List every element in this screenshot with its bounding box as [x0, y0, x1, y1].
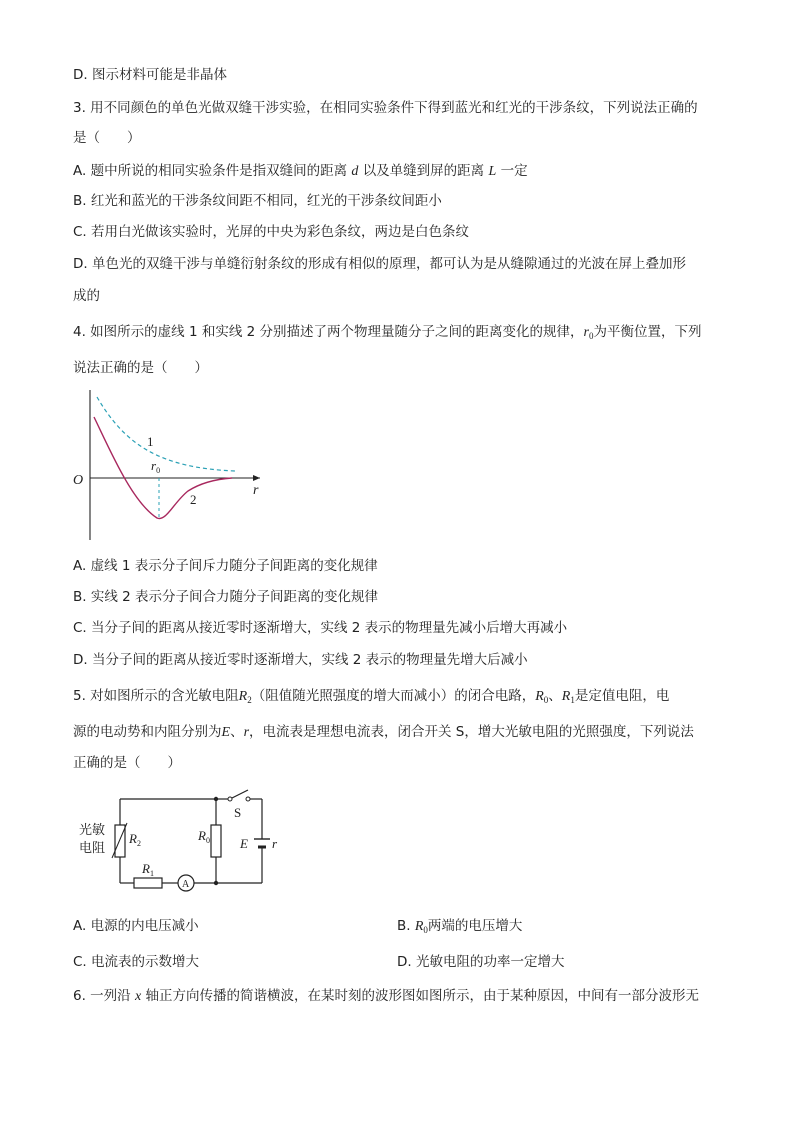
q5-option-c: C. 电流表的示数增大: [73, 954, 200, 970]
q4-stem-line-1: [73, 324, 701, 342]
junction-bottom: [214, 881, 218, 885]
q3-option-d-line-2: 成的: [73, 288, 100, 304]
q3-option-a-var-l: L: [488, 164, 497, 179]
r0-label: $r_0$: [151, 458, 161, 475]
q3-option-a-text-3: 一定: [500, 163, 528, 179]
photoresistor-label-line-2: 电阻: [79, 841, 106, 856]
q5-stem-text-3: 是定值电阻，电: [574, 688, 670, 704]
q5-stem-line-1: [73, 688, 669, 706]
q5-stem-line-3: 正确的是（ ）: [73, 755, 181, 771]
q4-stem-text-2: 为平衡位置，下列: [593, 324, 702, 340]
solid-curve-2: [94, 417, 232, 519]
q4-stem-text-1: 4. 如图所示的虚线 1 和实线 2 分别描述了两个物理量随分子之间的距离变化的规律，: [73, 324, 584, 340]
q5-stem-r0: $R_0$: [535, 689, 549, 705]
q5-stem-text-1: 5. 对如图所示的含光敏电阻: [73, 688, 239, 704]
curve-2-label: 2: [190, 492, 197, 507]
r2-label: $R_2$: [129, 831, 141, 848]
q2-option-d: D. 图示材料可能是非晶体: [73, 67, 227, 83]
q6-stem-line-1: [73, 988, 699, 1006]
curve-1-label: 1: [147, 434, 154, 449]
q5-stem-r1: $R_1$: [561, 689, 575, 705]
resistor-r0: [211, 825, 221, 857]
internal-resistance-label: r: [272, 836, 278, 851]
q5-stem-text-5: ，电流表是理想电流表，闭合开关 S，增大光敏电阻的光照强度，下列说法: [249, 724, 694, 740]
q6-stem-text-2: 轴正方向传播的简谐横波，在某时刻的波形图如图所示，由于某种原因，中间有一部分波形无: [145, 988, 699, 1004]
q5-stem-e: E: [221, 725, 231, 740]
q3-option-b: B. 红光和蓝光的干涉条纹间距不相同，红光的干涉条纹间距小: [73, 193, 442, 209]
q3-option-a-text-2: 以及单缝到屏的距离: [362, 163, 485, 179]
switch-label: S: [234, 805, 242, 820]
resistor-r1: [134, 878, 162, 888]
origin-label: O: [73, 473, 84, 488]
q3-stem-line-2: 是（ ）: [73, 130, 141, 146]
q5-stem-line-2: [73, 724, 694, 742]
ammeter-label: A: [182, 879, 190, 890]
switch-lever: [232, 790, 248, 798]
q5-option-b-r0: $R_0$: [414, 919, 428, 935]
switch-contact-left: [228, 797, 232, 801]
q5-option-b: [397, 918, 522, 936]
q5-stem-text-2: （阻值随光照强度的增大而减小）的闭合电路，: [251, 688, 536, 704]
q4-option-a: A. 虚线 1 表示分子间斥力随分子间距离的变化规律: [73, 558, 378, 574]
q5-stem-r: r: [243, 725, 250, 740]
q5-stem-comma: 、: [230, 724, 244, 740]
photoresistor-r2: [115, 825, 125, 857]
photoresistor-label-line-1: 光敏: [79, 823, 106, 838]
q3-option-a: [73, 163, 528, 181]
r1-label: $R_1$: [142, 861, 154, 878]
q3-option-c: C. 若用白光做该实验时，光屏的中央为彩色条纹，两边是白色条纹: [73, 224, 470, 240]
q5-option-b-letter: B.: [397, 918, 411, 934]
q3-option-a-var-d: d: [351, 164, 359, 179]
switch-contact-right: [246, 797, 250, 801]
q4-stem-r0: $r_0$: [583, 325, 594, 341]
r-axis-arrow: [253, 475, 260, 481]
q4-stem-line-2: 说法正确的是（ ）: [73, 360, 208, 376]
q3-option-a-text-1: A. 题中所说的相同实验条件是指双缝间的距离: [73, 163, 348, 179]
q4-option-c: C. 当分子间的距离从接近零时逐渐增大，实线 2 表示的物理量先减小后增大再减小: [73, 620, 568, 636]
q5-stem-r2: $R_2$: [238, 689, 252, 705]
q3-stem-line-1: 3. 用不同颜色的单色光做双缝干涉实验，在相同实验条件下得到蓝光和红光的干涉条纹，下列说法正确的: [73, 100, 698, 116]
circuit-figure: [76, 785, 286, 895]
q5-stem-text-4: 源的电动势和内阻分别为: [73, 724, 222, 740]
dashed-curve-1: [97, 397, 235, 471]
q3-option-d-line-1: D. 单色光的双缝干涉与单缝衍射条纹的形成有相似的原理，都可认为是从缝隙通过的光波在屏上叠加形: [73, 256, 686, 272]
q4-option-d: D. 当分子间的距离从接近零时逐渐增大，实线 2 表示的物理量先增大后减小: [73, 652, 528, 668]
r0-label: $R_0$: [198, 828, 210, 845]
q6-stem-text-1: 6. 一列沿: [73, 988, 131, 1004]
q5-option-d: D. 光敏电阻的功率一定增大: [397, 954, 565, 970]
emf-label: E: [240, 836, 248, 851]
q6-stem-x: x: [134, 989, 142, 1004]
q5-option-a: A. 电源的内电压减小: [73, 918, 199, 934]
q4-option-b: B. 实线 2 表示分子间合力随分子间距离的变化规律: [73, 589, 379, 605]
molecular-curve-figure: [70, 390, 270, 542]
q5-option-b-text: 两端的电压增大: [427, 918, 523, 934]
q5-stem-sep: 、: [548, 688, 562, 704]
r-axis-label: r: [253, 483, 259, 498]
